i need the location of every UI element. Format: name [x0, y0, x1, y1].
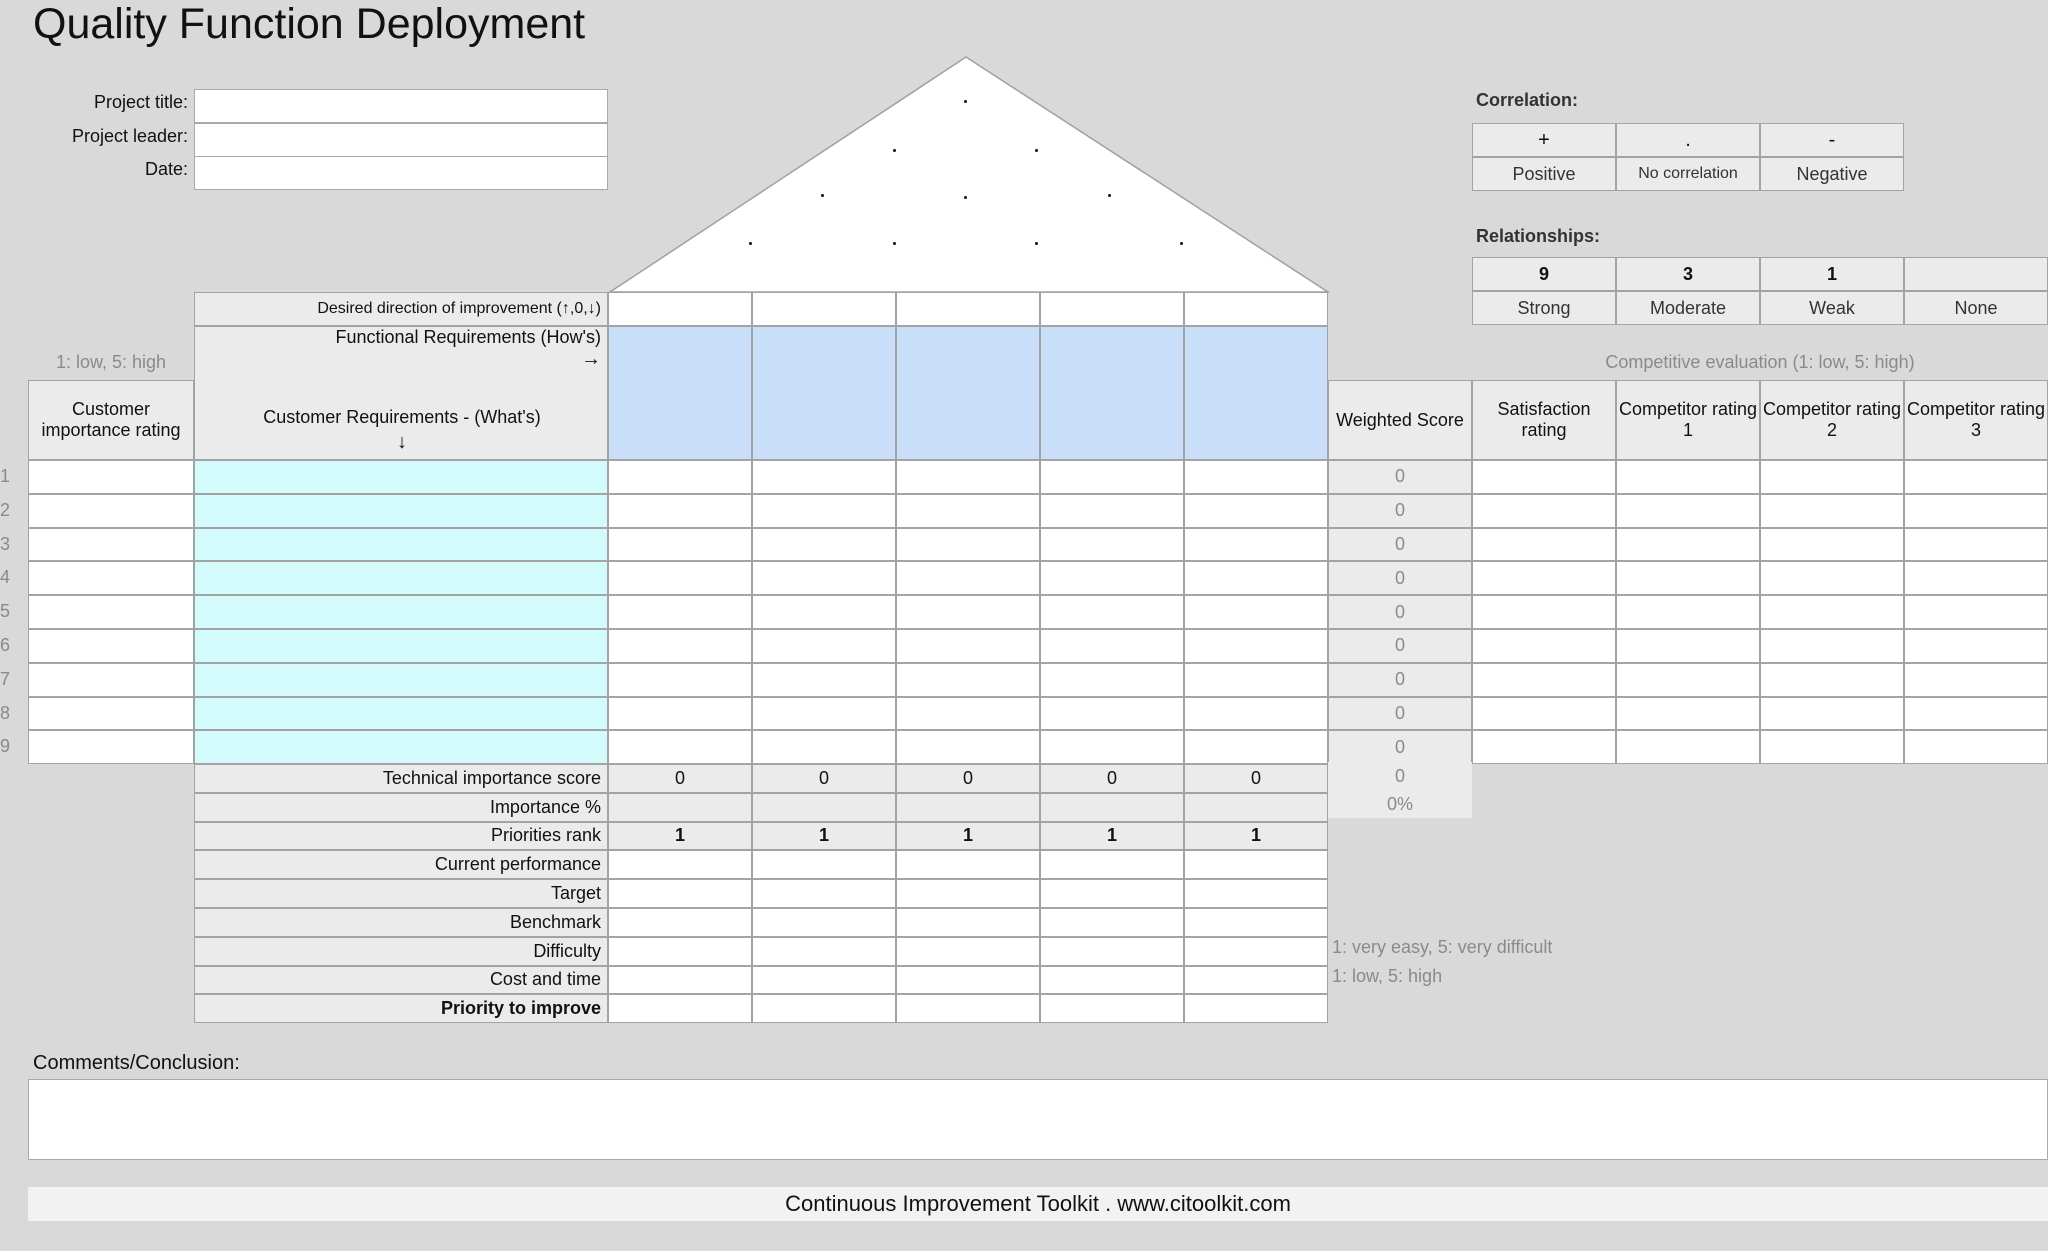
competitive-rating-cell[interactable] [1760, 697, 1904, 731]
importance-rating-cell[interactable] [28, 595, 194, 629]
customer-requirement-cell[interactable] [194, 663, 608, 697]
relationship-cell[interactable] [752, 629, 896, 663]
competitive-rating-cell[interactable] [1904, 460, 2048, 494]
competitive-rating-cell[interactable] [1760, 528, 1904, 562]
relationship-cell[interactable] [752, 561, 896, 595]
technical-row-label: Benchmark [194, 908, 608, 937]
customer-importance-header: Customer importance rating [28, 380, 194, 460]
customer-requirement-cell[interactable] [194, 730, 608, 764]
competitive-rating-cell[interactable] [1472, 460, 1616, 494]
technical-value-cell[interactable] [752, 937, 896, 966]
row-number: 1 [0, 466, 11, 486]
technical-value-cell[interactable] [896, 994, 1040, 1023]
competitive-rating-cell[interactable] [1904, 663, 2048, 697]
technical-value-cell [608, 793, 752, 822]
technical-row-label: Cost and time [194, 966, 608, 995]
importance-rating-cell[interactable] [28, 629, 194, 663]
relationship-cell[interactable] [896, 494, 1040, 528]
relationship-cell[interactable] [608, 460, 752, 494]
relationship-cell[interactable] [1184, 629, 1328, 663]
relationship-none-label: None [1904, 291, 2048, 325]
weighted-score-cell: 0 [1328, 730, 1472, 764]
technical-value-cell[interactable] [1040, 908, 1184, 937]
relationship-cell[interactable] [752, 697, 896, 731]
roof-mark[interactable] [964, 196, 967, 199]
relationship-cell[interactable] [896, 561, 1040, 595]
correlation-positive-symbol: + [1472, 123, 1616, 157]
relationship-cell[interactable] [896, 629, 1040, 663]
relationship-cell[interactable] [608, 595, 752, 629]
relationship-cell[interactable] [1040, 561, 1184, 595]
cost-scale-note: 1: low, 5: high [1332, 966, 1443, 986]
technical-value-cell[interactable] [1040, 994, 1184, 1023]
technical-value-cell: 1 [1184, 822, 1328, 851]
technical-value-cell: 0 [752, 764, 896, 793]
relationship-cell[interactable] [608, 697, 752, 731]
relationship-cell[interactable] [752, 730, 896, 764]
correlation-heading: Correlation: [1476, 90, 1579, 110]
competitive-rating-cell[interactable] [1904, 494, 2048, 528]
project-leader-label: Project leader: [71, 126, 188, 146]
relationship-none-value [1904, 257, 2048, 291]
relationship-cell[interactable] [896, 595, 1040, 629]
roof-mark[interactable] [749, 242, 752, 245]
technical-value-cell[interactable] [608, 994, 752, 1023]
relationship-cell[interactable] [752, 528, 896, 562]
row-number: 2 [0, 499, 11, 520]
competitive-rating-cell[interactable] [1760, 460, 1904, 494]
relationship-cell[interactable] [1184, 494, 1328, 528]
relationship-cell[interactable] [1040, 494, 1184, 528]
technical-row-label: Target [194, 879, 608, 908]
correlation-none-label: No correlation [1616, 157, 1760, 191]
project-title-input[interactable] [194, 89, 608, 123]
technical-value-cell[interactable] [896, 937, 1040, 966]
importance-rating-cell[interactable] [28, 730, 194, 764]
technical-value-cell[interactable] [896, 879, 1040, 908]
competitor-rating-3-header: Competitor rating 3 [1904, 380, 2048, 460]
correlation-negative-label: Negative [1760, 157, 1904, 191]
right-arrow-icon: → [581, 348, 601, 370]
row-number: 5 [0, 601, 11, 622]
relationship-strong-value: 9 [1472, 257, 1616, 291]
relationship-cell[interactable] [1184, 595, 1328, 629]
project-leader-input[interactable] [194, 123, 608, 157]
technical-value-cell[interactable] [1184, 908, 1328, 937]
technical-value-cell[interactable] [608, 966, 752, 995]
technical-value-cell[interactable] [1040, 879, 1184, 908]
competitive-rating-cell[interactable] [1616, 629, 1760, 663]
comments-input[interactable] [28, 1079, 2048, 1160]
roof-mark[interactable] [1108, 194, 1111, 197]
weighted-score-cell: 0 [1328, 697, 1472, 731]
weighted-score-cell: 0 [1328, 494, 1472, 528]
relationship-cell[interactable] [1184, 730, 1328, 764]
technical-row-label: Difficulty [194, 937, 608, 966]
weighted-total: 0 [1328, 762, 1472, 790]
competitive-rating-cell[interactable] [1904, 595, 2048, 629]
requirements-header [194, 326, 608, 460]
functional-requirement-cell[interactable] [1040, 326, 1184, 460]
importance-rating-cell[interactable] [28, 663, 194, 697]
customer-requirement-cell[interactable] [194, 697, 608, 731]
technical-row-label: Priorities rank [194, 822, 608, 851]
relationship-weak-value: 1 [1760, 257, 1904, 291]
relationship-cell[interactable] [752, 494, 896, 528]
relationship-cell[interactable] [1040, 528, 1184, 562]
weighted-score-header: Weighted Score [1328, 380, 1472, 460]
date-label: Date: [144, 159, 188, 179]
technical-row-label: Technical importance score [194, 764, 608, 793]
technical-value-cell [1184, 793, 1328, 822]
relationship-moderate-label: Moderate [1616, 291, 1760, 325]
relationship-cell[interactable] [1040, 595, 1184, 629]
relationship-cell[interactable] [896, 697, 1040, 731]
technical-value-cell: 1 [752, 822, 896, 851]
competitive-rating-cell[interactable] [1616, 697, 1760, 731]
competitive-rating-cell[interactable] [1616, 460, 1760, 494]
project-title-label: Project title: [93, 92, 188, 112]
row-number: 8 [0, 702, 11, 723]
functional-requirement-cell[interactable] [752, 326, 896, 460]
page-title: Quality Function Deployment [33, 0, 586, 48]
weighted-score-cell: 0 [1328, 561, 1472, 595]
roof-mark[interactable] [1180, 242, 1183, 245]
technical-value-cell[interactable] [752, 879, 896, 908]
relationship-cell[interactable] [1040, 629, 1184, 663]
relationship-cell[interactable] [1040, 460, 1184, 494]
competitive-rating-cell[interactable] [1904, 561, 2048, 595]
technical-value-cell[interactable] [1040, 966, 1184, 995]
competitive-rating-cell[interactable] [1760, 730, 1904, 764]
customer-requirement-cell[interactable] [194, 494, 608, 528]
down-arrow-icon: ↓ [397, 431, 407, 453]
technical-value-cell[interactable] [752, 994, 896, 1023]
weighted-score-cell: 0 [1328, 460, 1472, 494]
relationship-cell[interactable] [1040, 663, 1184, 697]
relationship-cell[interactable] [896, 730, 1040, 764]
direction-cell[interactable] [1184, 292, 1328, 326]
functional-requirements-label: Functional Requirements (How's) [335, 327, 601, 347]
relationship-cell[interactable] [896, 528, 1040, 562]
technical-value-cell[interactable] [1184, 879, 1328, 908]
technical-value-cell [896, 793, 1040, 822]
customer-requirement-cell[interactable] [194, 595, 608, 629]
technical-value-cell[interactable] [608, 908, 752, 937]
customer-requirements-label: Customer Requirements - (What's) [263, 407, 541, 427]
relationship-cell[interactable] [1184, 663, 1328, 697]
relationship-cell[interactable] [1040, 697, 1184, 731]
technical-value-cell[interactable] [1184, 994, 1328, 1023]
technical-value-cell[interactable] [752, 908, 896, 937]
row-number: 6 [0, 635, 11, 655]
technical-value-cell: 1 [896, 822, 1040, 851]
importance-scale-note: 1: low, 5: high [55, 352, 167, 372]
competitive-rating-cell[interactable] [1616, 528, 1760, 562]
competitive-rating-cell[interactable] [1472, 697, 1616, 731]
competitive-rating-cell[interactable] [1616, 561, 1760, 595]
row-number: 7 [0, 668, 11, 689]
weighted-score-cell: 0 [1328, 595, 1472, 629]
technical-value-cell[interactable] [1040, 937, 1184, 966]
direction-cell[interactable] [752, 292, 896, 326]
relationship-cell[interactable] [608, 663, 752, 697]
competitive-evaluation-caption: Competitive evaluation (1: low, 5: high) [1605, 352, 1915, 372]
competitive-rating-cell[interactable] [1760, 663, 1904, 697]
importance-rating-cell[interactable] [28, 697, 194, 731]
technical-row-label: Priority to improve [194, 994, 608, 1023]
roof-mark[interactable] [893, 149, 896, 152]
technical-value-cell[interactable] [608, 937, 752, 966]
roof-mark[interactable] [821, 194, 824, 197]
competitive-rating-cell[interactable] [1472, 663, 1616, 697]
technical-value-cell[interactable] [608, 850, 752, 879]
competitive-rating-cell[interactable] [1472, 629, 1616, 663]
weighted-percent: 0% [1328, 790, 1472, 818]
competitive-rating-cell[interactable] [1616, 663, 1760, 697]
technical-value-cell [1040, 793, 1184, 822]
comments-label: Comments/Conclusion: [33, 1052, 240, 1074]
technical-value-cell[interactable] [1184, 937, 1328, 966]
roof-mark[interactable] [1035, 242, 1038, 245]
relationship-cell[interactable] [1184, 561, 1328, 595]
direction-cell[interactable] [608, 292, 752, 326]
technical-value-cell: 0 [608, 764, 752, 793]
technical-value-cell: 1 [608, 822, 752, 851]
technical-value-cell[interactable] [752, 966, 896, 995]
roof-mark[interactable] [893, 242, 896, 245]
competitive-rating-cell[interactable] [1616, 730, 1760, 764]
relationship-cell[interactable] [752, 595, 896, 629]
competitor-rating-1-header: Competitor rating 1 [1616, 380, 1760, 460]
relationship-cell[interactable] [608, 629, 752, 663]
competitive-rating-cell[interactable] [1472, 595, 1616, 629]
technical-row-label: Importance % [194, 793, 608, 822]
competitive-rating-cell[interactable] [1472, 528, 1616, 562]
relationship-moderate-value: 3 [1616, 257, 1760, 291]
technical-value-cell: 0 [1184, 764, 1328, 793]
weighted-score-cell: 0 [1328, 629, 1472, 663]
relationship-cell[interactable] [1184, 697, 1328, 731]
competitive-rating-cell[interactable] [1904, 730, 2048, 764]
importance-rating-cell[interactable] [28, 460, 194, 494]
functional-requirement-cell[interactable] [1184, 326, 1328, 460]
competitive-rating-cell[interactable] [1760, 494, 1904, 528]
relationship-weak-label: Weak [1760, 291, 1904, 325]
competitive-rating-cell[interactable] [1760, 561, 1904, 595]
technical-value-cell[interactable] [896, 966, 1040, 995]
relationship-cell[interactable] [1040, 730, 1184, 764]
relationship-cell[interactable] [608, 494, 752, 528]
relationship-cell[interactable] [752, 460, 896, 494]
technical-value-cell[interactable] [1184, 966, 1328, 995]
weighted-score-cell: 0 [1328, 528, 1472, 562]
roof-mark[interactable] [1035, 149, 1038, 152]
competitive-rating-cell[interactable] [1616, 494, 1760, 528]
functional-requirement-cell[interactable] [896, 326, 1040, 460]
direction-label: Desired direction of improvement (↑,0,↓) [194, 292, 608, 326]
customer-requirement-cell[interactable] [194, 528, 608, 562]
customer-requirement-cell[interactable] [194, 629, 608, 663]
customer-requirement-cell[interactable] [194, 561, 608, 595]
competitive-rating-cell[interactable] [1472, 561, 1616, 595]
competitive-rating-cell[interactable] [1472, 730, 1616, 764]
row-number: 9 [0, 736, 11, 757]
relationships-heading: Relationships: [1476, 226, 1601, 246]
technical-value-cell[interactable] [896, 850, 1040, 879]
relationship-cell[interactable] [1184, 460, 1328, 494]
roof-mark[interactable] [964, 100, 967, 103]
technical-value-cell: 0 [896, 764, 1040, 793]
relationship-cell[interactable] [608, 730, 752, 764]
importance-rating-cell[interactable] [28, 494, 194, 528]
technical-value-cell[interactable] [752, 850, 896, 879]
row-number: 3 [0, 533, 11, 554]
satisfaction-rating-header: Satisfaction rating [1472, 380, 1616, 460]
competitive-rating-cell[interactable] [1904, 528, 2048, 562]
relationship-cell[interactable] [752, 663, 896, 697]
relationship-cell[interactable] [608, 528, 752, 562]
weighted-score-cell: 0 [1328, 663, 1472, 697]
customer-requirement-cell[interactable] [194, 460, 608, 494]
correlation-none-symbol: . [1616, 123, 1760, 157]
row-number: 4 [0, 567, 11, 588]
competitive-rating-cell[interactable] [1472, 494, 1616, 528]
competitive-rating-cell[interactable] [1760, 629, 1904, 663]
relationship-cell[interactable] [1184, 528, 1328, 562]
functional-requirement-cell[interactable] [608, 326, 752, 460]
competitive-rating-cell[interactable] [1904, 697, 2048, 731]
technical-value-cell: 1 [1040, 822, 1184, 851]
technical-value-cell[interactable] [896, 908, 1040, 937]
competitive-rating-cell[interactable] [1904, 629, 2048, 663]
correlation-negative-symbol: - [1760, 123, 1904, 157]
direction-cell[interactable] [896, 292, 1040, 326]
technical-value-cell[interactable] [1040, 850, 1184, 879]
relationship-cell[interactable] [896, 663, 1040, 697]
importance-rating-cell[interactable] [28, 561, 194, 595]
technical-row-label: Current performance [194, 850, 608, 879]
competitive-rating-cell[interactable] [1760, 595, 1904, 629]
date-input[interactable] [194, 156, 608, 190]
competitor-rating-2-header: Competitor rating 2 [1760, 380, 1904, 460]
technical-value-cell[interactable] [608, 879, 752, 908]
relationship-cell[interactable] [896, 460, 1040, 494]
difficulty-scale-note: 1: very easy, 5: very difficult [1332, 937, 1553, 957]
correlation-roof [608, 55, 1330, 295]
direction-cell[interactable] [1040, 292, 1184, 326]
relationship-strong-label: Strong [1472, 291, 1616, 325]
technical-value-cell [752, 793, 896, 822]
importance-rating-cell[interactable] [28, 528, 194, 562]
competitive-rating-cell[interactable] [1616, 595, 1760, 629]
technical-value-cell[interactable] [1184, 850, 1328, 879]
relationship-cell[interactable] [608, 561, 752, 595]
correlation-positive-label: Positive [1472, 157, 1616, 191]
footer-text: Continuous Improvement Toolkit . www.citoolkit.com [28, 1187, 2048, 1221]
technical-value-cell: 0 [1040, 764, 1184, 793]
